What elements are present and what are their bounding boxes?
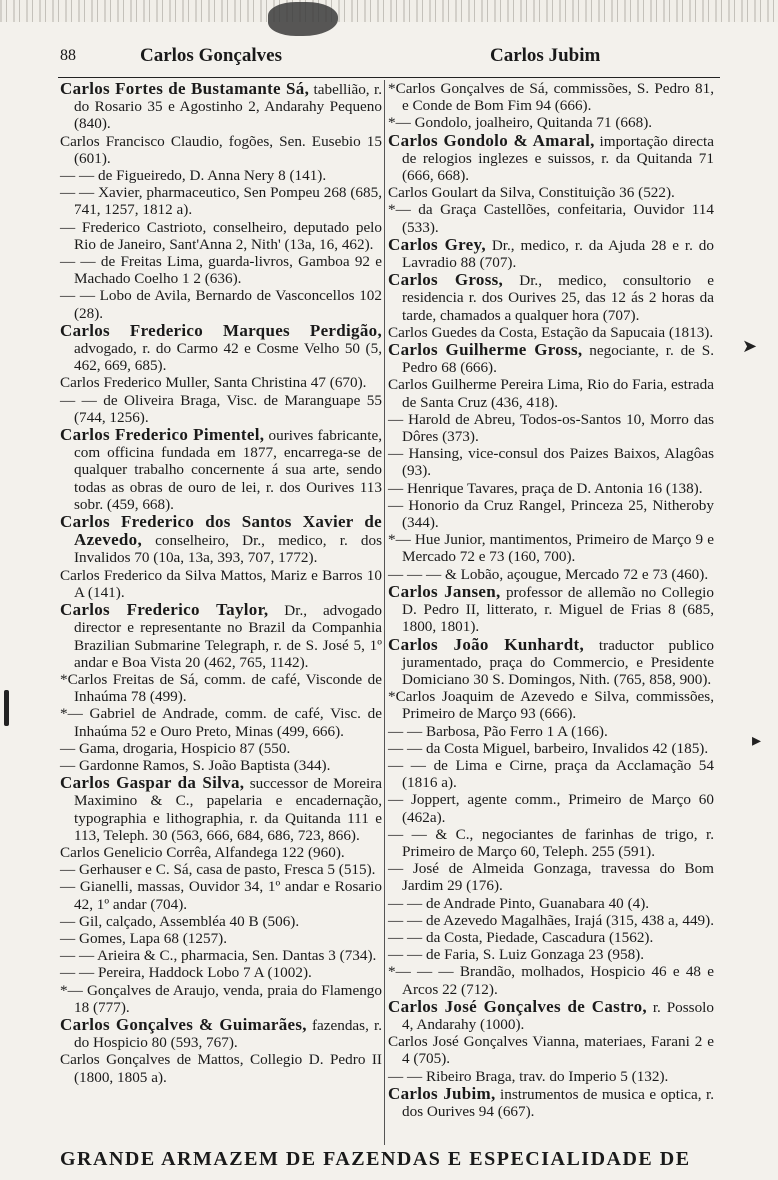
directory-entry bbox=[388, 236, 714, 271]
entry-text: *— da Graça Castellões, confeitaria, Ouvidor 114 (533). bbox=[388, 201, 714, 236]
directory-entry bbox=[388, 688, 714, 722]
directory-entry bbox=[388, 963, 714, 997]
entry-name-bold: Carlos Gaspar da Silva, bbox=[60, 773, 245, 793]
entry-text: — Honorio da Cruz Rangel, Princeza 25, Nitheroby (344). bbox=[388, 496, 714, 532]
entry-text: — — da Costa, Piedade, Cascadura (1562). bbox=[388, 928, 654, 946]
entry-text: Carlos Frederico Muller, Santa Christina 47 (670). bbox=[60, 374, 367, 392]
directory-entry bbox=[388, 566, 714, 583]
directory-entry bbox=[60, 133, 382, 167]
entry-text: tabellião, r. do Rosario 35 e Agostinho 2, Andarahy Pequeno (840). bbox=[74, 81, 382, 133]
entry-text: — — de Oliveira Braga, Visc. de Maranguape 55 (744, 1256). bbox=[60, 391, 382, 426]
entry-text: — — & C., negociantes de farinhas de trigo, r. Primeiro de Março 60, Teleph. 255 (591). bbox=[388, 825, 714, 860]
directory-entry bbox=[60, 1016, 382, 1051]
directory-entry bbox=[388, 376, 714, 410]
left-running-head: Carlos Gonçalves bbox=[140, 45, 282, 66]
directory-entry bbox=[60, 964, 382, 981]
directory-entry bbox=[388, 791, 714, 825]
entry-text: traductor publico juramentado, praça do Commercio, e Presidente Domiciano 30 S. Domingos, Nith. (765, 858, 900). bbox=[402, 636, 714, 688]
entry-text: Carlos Genelicio Corrêa, Alfandega 122 (960). bbox=[60, 843, 345, 861]
entry-name-bold: Carlos Grey, bbox=[388, 234, 486, 254]
directory-entry bbox=[388, 497, 714, 531]
directory-entry bbox=[388, 826, 714, 860]
directory-entry bbox=[60, 322, 382, 375]
entry-text: — Gama, drogaria, Hospicio 87 (550. bbox=[60, 739, 291, 757]
page-header bbox=[60, 45, 720, 69]
directory-entry bbox=[60, 982, 382, 1016]
entry-name-bold: Carlos Jubim, bbox=[388, 1083, 496, 1103]
entry-text: — Gomes, Lapa 68 (1257). bbox=[60, 929, 228, 947]
directory-entry bbox=[60, 671, 382, 705]
directory-entry bbox=[388, 271, 714, 324]
directory-entry bbox=[60, 167, 382, 184]
entry-text: importação directa de relogios inglezes e suissos, r. da Quitanda 71 (666, 668). bbox=[402, 132, 714, 185]
directory-entry bbox=[388, 341, 714, 376]
entry-text: — — Lobo de Avila, Bernardo de Vasconcellos 102 (28). bbox=[60, 287, 382, 322]
margin-bar-mark bbox=[4, 690, 9, 726]
entry-text: *Carlos Gonçalves de Sá, commissões, S. Pedro 81, e Conde de Bom Fim 94 (666). bbox=[388, 80, 714, 115]
page-top-scan-noise bbox=[0, 0, 778, 22]
entry-text: — Gerhauser e C. Sá, casa de pasto, Fresca 5 (515). bbox=[60, 861, 376, 879]
directory-entry bbox=[60, 740, 382, 757]
entry-text: — Gardonne Ramos, S. João Baptista (344). bbox=[60, 756, 331, 774]
directory-entry bbox=[388, 80, 714, 114]
entry-text: conselheiro, Dr., medico, r. dos Invalidos 70 (10a, 13a, 393, 707, 1772). bbox=[74, 532, 382, 567]
entry-text: — — Barbosa, Pão Ferro 1 A (166). bbox=[388, 722, 608, 740]
entry-text: — Gianelli, massas, Ouvidor 34, 1º andar e Rosario 42, 1º andar (704). bbox=[60, 878, 382, 913]
directory-entry bbox=[388, 480, 714, 497]
entry-text: *— Hue Junior, mantimentos, Primeiro de Março 9 e Mercado 72 e 73 (160, 700). bbox=[388, 531, 714, 566]
entry-text: instrumentos de musica e optica, r. dos Ourives 94 (667). bbox=[402, 1085, 715, 1120]
right-column bbox=[388, 80, 714, 1120]
entry-text: — Gil, calçado, Assembléa 40 B (506). bbox=[60, 912, 300, 930]
entry-text: — — de Lima e Cirne, praça da Acclamação 54 (1816 a). bbox=[388, 756, 714, 792]
directory-entry bbox=[60, 878, 382, 912]
entry-text: Dr., medico, consultorio e residencia r. dos Ourives 25, das 12 ás 2 horas da tarde, chamados a qualquer hora (707). bbox=[402, 272, 714, 324]
entry-text: fazendas, r. do Hospicio 80 (593, 767). bbox=[74, 1016, 382, 1052]
entry-text: Carlos Guedes da Costa, Estação da Sapucaia (1813). bbox=[388, 323, 714, 341]
directory-entry bbox=[388, 895, 714, 912]
directory-entry bbox=[60, 219, 382, 253]
entry-name-bold: Carlos Gross, bbox=[388, 270, 504, 290]
entry-name-bold: Carlos Fortes de Bustamante Sá, bbox=[60, 79, 310, 98]
directory-entry bbox=[60, 947, 382, 964]
directory-entry bbox=[60, 705, 382, 739]
directory-entry bbox=[60, 513, 382, 567]
entry-text: — — Ribeiro Braga, trav. do Imperio 5 (132). bbox=[388, 1067, 669, 1085]
directory-entry bbox=[60, 253, 382, 287]
directory-entry bbox=[60, 80, 382, 133]
entry-name-bold: Carlos Frederico Taylor, bbox=[60, 600, 269, 620]
directory-entry bbox=[388, 184, 714, 201]
entry-text: — — de Freitas Lima, guarda-livros, Gamboa 92 e Machado Coelho 1 2 (636). bbox=[60, 253, 382, 288]
entry-text: — — — & Lobão, açougue, Mercado 72 e 73 (460). bbox=[388, 565, 709, 583]
entry-name-bold: Carlos João Kunhardt, bbox=[388, 634, 584, 654]
directory-entry bbox=[388, 912, 714, 929]
directory-entry bbox=[388, 998, 714, 1033]
directory-entry bbox=[388, 445, 714, 479]
directory-entry bbox=[60, 184, 382, 218]
entry-text: successor de Moreira Maximino & C., papelaria e encadernação, typographia e lithographia, r. da Quitanda 111 e 113, Teleph. 30 (563, 666, 684, 686, 723, 866). bbox=[74, 775, 383, 844]
directory-entry bbox=[388, 201, 714, 235]
entry-text: Carlos José Gonçalves Vianna, materiaes, Farani 2 e 4 (705). bbox=[388, 1033, 714, 1068]
directory-entry bbox=[60, 287, 382, 321]
entry-name-bold: Carlos José Gonçalves de Castro, bbox=[388, 996, 647, 1016]
directory-entry bbox=[60, 844, 382, 861]
entry-text: advogado, r. do Carmo 42 e Cosme Velho 50 (5, 462, 669, 685). bbox=[74, 340, 382, 375]
directory-entry bbox=[60, 930, 382, 947]
entry-text: Carlos Frederico da Silva Mattos, Mariz e Barros 10 A (141). bbox=[60, 566, 382, 601]
directory-entry bbox=[388, 132, 714, 185]
entry-text: — José de Almeida Gonzaga, travessa do Bom Jardim 29 (176). bbox=[388, 860, 714, 895]
entry-text: *Carlos Joaquim de Azevedo e Silva, commissões, Primeiro de Março 93 (666). bbox=[388, 688, 714, 723]
ink-smudge bbox=[268, 2, 338, 36]
entry-text: *— Gondolo, joalheiro, Quitanda 71 (668). bbox=[388, 114, 653, 132]
entry-name-bold: Carlos Frederico Pimentel, bbox=[60, 425, 265, 445]
directory-entry bbox=[60, 1051, 382, 1085]
directory-entry bbox=[388, 1033, 714, 1067]
directory-entry bbox=[60, 601, 382, 671]
entry-name-bold: Carlos Frederico Marques Perdigão, bbox=[60, 320, 382, 340]
left-column bbox=[60, 80, 382, 1086]
entry-text: Carlos Guilherme Pereira Lima, Rio do Faria, estrada de Santa Cruz (436, 418). bbox=[388, 376, 714, 411]
directory-entry bbox=[60, 374, 382, 391]
entry-text: *— — — Brandão, molhados, Hospicio 46 e 48 e Arcos 22 (712). bbox=[388, 963, 714, 998]
entry-text: — — da Costa Miguel, barbeiro, Invalidos 42 (185). bbox=[388, 739, 709, 757]
directory-entry bbox=[60, 392, 382, 426]
entry-text: Carlos Francisco Claudio, fogões, Sen. Eusebio 15 (601). bbox=[60, 132, 382, 167]
entry-text: Dr., medico, r. da Ajuda 28 e r. do Lavradio 88 (707). bbox=[402, 236, 714, 272]
directory-entry bbox=[388, 114, 714, 131]
entry-text: r. Possolo 4, Andarahy (1000). bbox=[402, 998, 714, 1033]
entry-text: — Hansing, vice-consul dos Paizes Baixos, Alagôas (93). bbox=[388, 445, 714, 480]
entry-text: — Joppert, agente comm., Primeiro de Março 60 (462a). bbox=[388, 791, 714, 826]
directory-entry bbox=[60, 426, 382, 513]
header-rule bbox=[58, 77, 720, 78]
directory-entry bbox=[60, 913, 382, 930]
directory-entry bbox=[388, 636, 714, 689]
entry-name-bold: Carlos Gondolo & Amaral, bbox=[388, 130, 595, 150]
entry-text: negociante, r. de S. Pedro 68 (666). bbox=[402, 342, 714, 377]
directory-entry bbox=[60, 757, 382, 774]
entry-text: *— Gabriel de Andrade, comm. de café, Visc. de Inhaúma 52 e Ouro Preto, Minas (499, 666). bbox=[60, 705, 382, 740]
margin-arrow-mark: ▸ bbox=[752, 730, 762, 750]
directory-entry bbox=[388, 531, 714, 565]
entry-text: Carlos Gonçalves de Mattos, Collegio D. Pedro II (1800, 1805 a). bbox=[60, 1051, 382, 1086]
right-running-head: Carlos Jubim bbox=[490, 45, 601, 66]
directory-entry bbox=[388, 411, 714, 445]
entry-text: Dr., advogado director e representante no Brazil da Companhia Brazilian Submarine Telegraph, r. de S. José 5, 1º andar e Boa Vista 20 (462, 765, 1142). bbox=[74, 602, 382, 671]
entry-text: *— Gonçalves de Araujo, venda, praia do Flamengo 18 (777). bbox=[60, 981, 382, 1016]
entry-text: — — de Figueiredo, D. Anna Nery 8 (141). bbox=[60, 167, 327, 185]
directory-entry bbox=[388, 1085, 714, 1120]
column-divider bbox=[384, 80, 385, 1145]
directory-entry bbox=[388, 324, 714, 341]
entry-name-bold: Carlos Guilherme Gross, bbox=[388, 340, 583, 360]
entry-text: — Frederico Castrioto, conselheiro, deputado pelo Rio de Janeiro, Sant'Anna 2, Nith' (13a, 16, 462). bbox=[60, 218, 382, 253]
directory-entry bbox=[60, 774, 382, 844]
entry-text: — — de Faria, S. Luiz Gonzaga 23 (958). bbox=[388, 946, 645, 964]
entry-text: ourives fabricante, com officina fundada em 1877, encarrega-se de qualquer trabalho concernente á sua arte, sendo todas as obras de ouro de lei, r. dos Ourives 113 sobr. (459, 668). bbox=[74, 427, 382, 513]
directory-entry bbox=[388, 740, 714, 757]
directory-entry bbox=[60, 861, 382, 878]
entry-text: — — Pereira, Haddock Lobo 7 A (1002). bbox=[60, 964, 312, 982]
entry-text: — Harold de Abreu, Todos-os-Santos 10, Morro das Dôres (373). bbox=[388, 410, 714, 446]
entry-text: — — de Azevedo Magalhães, Irajá (315, 438 a, 449). bbox=[388, 911, 715, 929]
directory-entry bbox=[388, 946, 714, 963]
directory-entry bbox=[388, 929, 714, 946]
entry-text: — Henrique Tavares, praça de D. Antonia 16 (138). bbox=[388, 479, 703, 497]
directory-entry bbox=[388, 1068, 714, 1085]
entry-name-bold: Carlos Jansen, bbox=[388, 581, 501, 601]
entry-text: *Carlos Freitas de Sá, comm. de café, Visconde de Inhaúma 78 (499). bbox=[60, 670, 382, 706]
entry-text: — — Xavier, pharmaceutico, Sen Pompeu 268 (685, 741, 1257, 1812 a). bbox=[60, 184, 382, 219]
directory-entry bbox=[60, 567, 382, 601]
entry-name-bold: Carlos Gonçalves & Guimarães, bbox=[60, 1014, 307, 1034]
entry-name-bold: Carlos Frederico dos Santos Xavier de Azevedo, bbox=[60, 512, 382, 550]
entry-text: — — Arieira & C., pharmacia, Sen. Dantas 3 (734). bbox=[60, 947, 377, 965]
directory-entry bbox=[388, 757, 714, 791]
page-number: 88 bbox=[60, 47, 76, 64]
entry-text: professor de allemão no Collegio D. Pedro II, litterato, r. Miguel de Frias 8 (685, 1800, 1801). bbox=[402, 583, 714, 636]
entry-text: Carlos Goulart da Silva, Constituição 36 (522). bbox=[388, 184, 675, 202]
directory-entry bbox=[388, 723, 714, 740]
directory-entry bbox=[388, 860, 714, 894]
margin-arrow-mark: ➤ bbox=[742, 336, 758, 356]
entry-text: — — de Andrade Pinto, Guanabara 40 (4). bbox=[388, 894, 650, 912]
directory-entry bbox=[388, 583, 714, 636]
footer-advertisement: GRANDE ARMAZEM DE FAZENDAS E ESPECIALIDADE DE bbox=[60, 1148, 691, 1170]
